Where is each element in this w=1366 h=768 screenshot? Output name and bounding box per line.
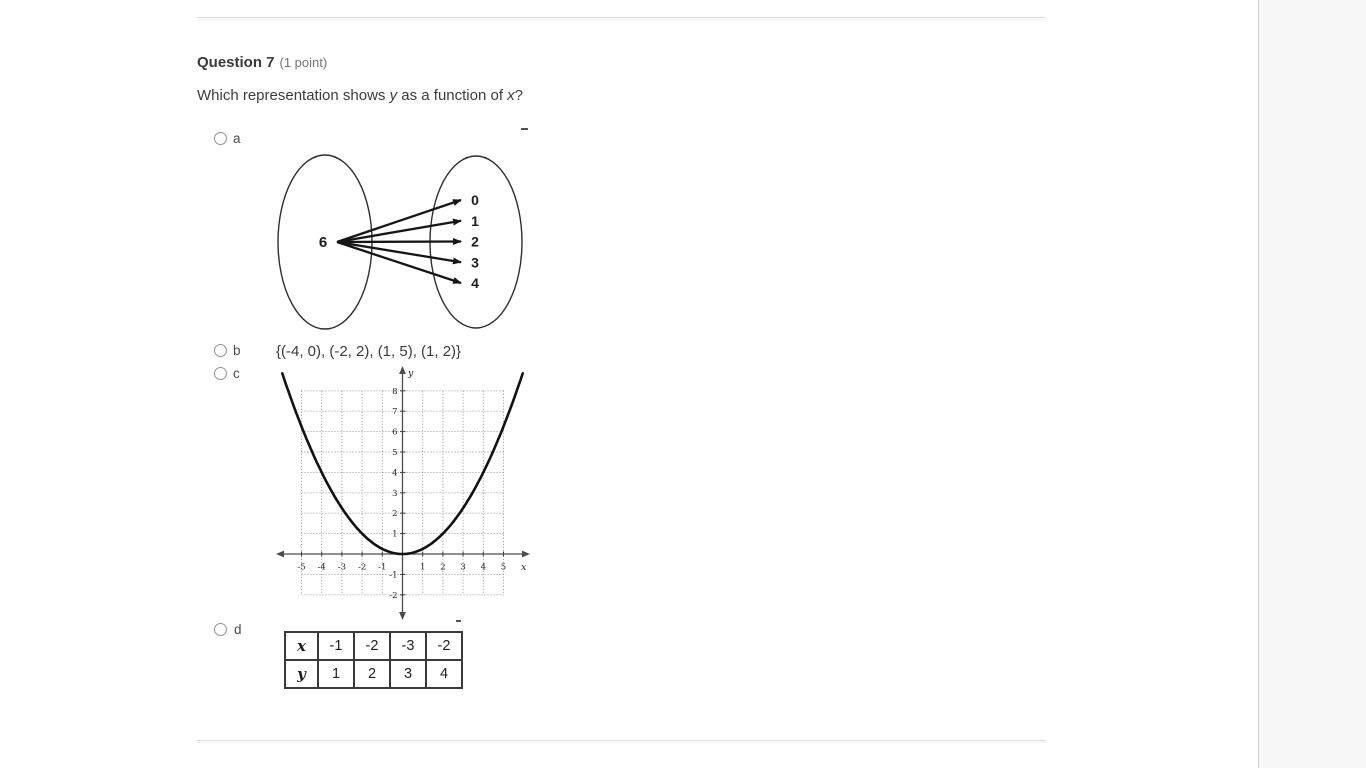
mapping-arrow bbox=[337, 221, 461, 242]
x-axis-letter: x bbox=[521, 562, 527, 573]
math-var-x: x bbox=[507, 87, 515, 104]
x-tick-label: -2 bbox=[357, 562, 367, 573]
mapping-output-label: 4 bbox=[471, 275, 479, 291]
x-tick-label: 2 bbox=[440, 562, 446, 573]
question-points: (1 point) bbox=[279, 55, 328, 70]
y-tick-label: 3 bbox=[392, 488, 398, 499]
option-b-label[interactable]: b bbox=[233, 343, 241, 358]
table-cell: -2 bbox=[354, 632, 390, 660]
question-text bbox=[197, 87, 523, 104]
artifact-dash bbox=[456, 620, 461, 622]
radio-option-d[interactable] bbox=[214, 623, 227, 636]
y-tick-label: 7 bbox=[392, 407, 398, 418]
question-number: Question 7 bbox=[197, 54, 275, 71]
right-side-panel bbox=[1258, 0, 1366, 768]
table-row-header: x bbox=[285, 632, 318, 660]
mapping-diagram bbox=[270, 148, 530, 336]
y-axis-top-arrow-icon bbox=[399, 366, 406, 374]
x-tick-label: 4 bbox=[480, 562, 487, 573]
table-row bbox=[285, 632, 462, 660]
question-text-part: as a function of bbox=[397, 87, 508, 104]
radio-option-a[interactable] bbox=[214, 132, 227, 145]
x-tick-label: -1 bbox=[378, 562, 387, 573]
axis-labels-group bbox=[297, 387, 506, 601]
mapping-arrow bbox=[337, 242, 461, 262]
mapping-input-label: 6 bbox=[318, 234, 328, 251]
question-text-part: Which representation shows bbox=[197, 87, 390, 104]
option-a-label[interactable]: a bbox=[233, 131, 241, 146]
table-cell: 2 bbox=[354, 660, 390, 688]
option-d-label[interactable]: d bbox=[234, 622, 242, 637]
question-header bbox=[197, 54, 327, 72]
table-row-header: y bbox=[285, 660, 318, 688]
y-tick-label: 5 bbox=[392, 448, 398, 458]
xy-table bbox=[284, 631, 463, 689]
y-tick-label: -2 bbox=[389, 590, 398, 601]
table-cell: 4 bbox=[426, 660, 462, 688]
y-tick-label: -1 bbox=[389, 570, 398, 581]
table-cell: -2 bbox=[426, 632, 462, 660]
mapping-output-label: 2 bbox=[471, 233, 479, 250]
math-var-y: y bbox=[389, 87, 398, 104]
mapping-output-label: 3 bbox=[471, 254, 479, 271]
mapping-arrows-group bbox=[337, 192, 479, 291]
question-text-part: ? bbox=[514, 87, 524, 104]
y-tick-label: 4 bbox=[392, 468, 398, 479]
radio-option-b[interactable] bbox=[214, 344, 227, 357]
table-cell: 3 bbox=[390, 660, 426, 688]
x-tick-label: 5 bbox=[500, 562, 507, 573]
y-axis-letter: y bbox=[408, 368, 414, 379]
x-tick-label: -5 bbox=[297, 562, 306, 573]
y-tick-label: 8 bbox=[392, 386, 398, 397]
parabola-graph bbox=[272, 362, 534, 624]
x-tick-label: 3 bbox=[460, 562, 466, 573]
mapping-output-label: 1 bbox=[471, 212, 479, 229]
x-axis-right-arrow-icon bbox=[522, 551, 530, 558]
mapping-arrow bbox=[337, 242, 461, 283]
radio-option-c[interactable] bbox=[214, 367, 227, 380]
y-axis-bottom-arrow-icon bbox=[399, 612, 406, 620]
mapping-arrow bbox=[337, 242, 461, 243]
mapping-output-label: 0 bbox=[471, 192, 479, 208]
x-tick-label: -4 bbox=[317, 562, 326, 573]
table-cell: -1 bbox=[318, 632, 354, 660]
option-c-label[interactable]: c bbox=[233, 366, 240, 381]
bottom-separator bbox=[197, 740, 1046, 742]
artifact-dash bbox=[521, 128, 528, 130]
top-separator bbox=[197, 17, 1046, 19]
table-cell: 1 bbox=[318, 660, 354, 688]
mapping-arrow bbox=[337, 200, 461, 242]
y-tick-label: 6 bbox=[392, 427, 398, 438]
x-axis-left-arrow-icon bbox=[276, 551, 284, 558]
table-row bbox=[285, 660, 462, 688]
y-tick-label: 2 bbox=[392, 509, 398, 520]
ordered-pairs-text: {(-4, 0), (-2, 2), (1, 5), (1, 2)} bbox=[276, 343, 462, 360]
x-tick-label: 1 bbox=[419, 562, 426, 573]
table-cell: -3 bbox=[390, 632, 426, 660]
x-tick-label: -3 bbox=[337, 562, 347, 573]
y-tick-label: 1 bbox=[392, 529, 398, 540]
